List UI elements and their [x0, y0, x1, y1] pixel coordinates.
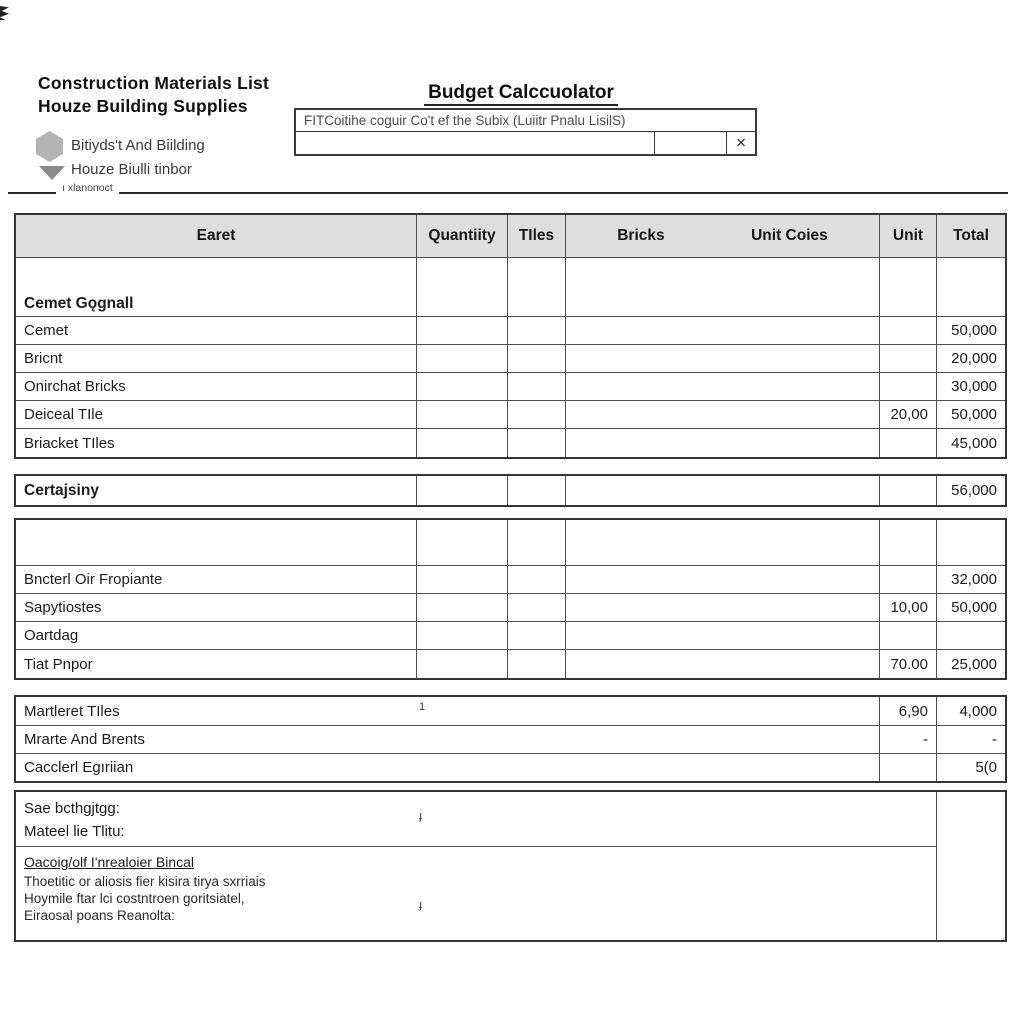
cell-quantity: [417, 566, 508, 593]
cell-mid: [566, 622, 880, 649]
subtotal-total: 56,000: [951, 482, 997, 499]
table-row: [16, 566, 1005, 594]
quantity-mark: 1: [419, 701, 426, 713]
table-row: [16, 726, 1005, 754]
cell-total: 20,000: [951, 350, 997, 367]
cell-total: 25,000: [951, 655, 997, 673]
cell-mid: [566, 566, 880, 593]
empty-cell: [937, 258, 1005, 316]
cell-total: 4,000: [959, 702, 997, 720]
cell-total: [937, 520, 1005, 565]
header-total: Total: [937, 215, 1005, 257]
cell-unit: [880, 317, 937, 344]
cell-item: Cemet: [16, 317, 417, 344]
cell-mid: [566, 373, 880, 400]
cell-unit: [880, 429, 937, 457]
note-mark: ɟ: [419, 810, 423, 822]
table-row: [16, 401, 1005, 429]
cell-mid: [566, 650, 880, 678]
cell-total: 32,000: [951, 571, 997, 588]
empty-cell: [417, 258, 508, 316]
notes-left-column: [16, 792, 937, 940]
cell-quantity: [417, 373, 508, 400]
cell-quantity: [417, 650, 508, 678]
header-unit: Unit: [880, 215, 937, 257]
cell-quantity: [417, 345, 508, 372]
cell-total: 5(0: [975, 759, 997, 776]
materials-table-2: [14, 518, 1007, 680]
empty-cell: [566, 258, 880, 316]
cell-item: Onirchat Bricks: [16, 373, 417, 400]
table-row: [16, 697, 1005, 726]
hexagon-logo-icon: [36, 131, 63, 162]
close-icon[interactable]: ×: [726, 132, 755, 154]
table-row: [16, 520, 1005, 566]
cell-item: Briacket TIles: [16, 429, 417, 457]
cell-total: 30,000: [951, 378, 997, 395]
cell-total: 45,000: [951, 434, 997, 452]
empty-cell: [508, 258, 566, 316]
note-mark: ɟ: [419, 899, 423, 911]
document-title-line2: Houze Building Supplies: [38, 96, 248, 116]
header-item: Earet: [16, 215, 417, 257]
cell-unit: [880, 345, 937, 372]
budget-secondary-cell[interactable]: [654, 132, 726, 154]
cell-tiles: [508, 650, 566, 678]
cell-quantity: [417, 476, 508, 505]
cell-unit: [880, 622, 937, 649]
cell-unit: -: [880, 726, 937, 753]
cell-quantity: [417, 594, 508, 621]
cell-unit: [880, 373, 937, 400]
cell-item: Bncterl Oir Fropiante: [16, 566, 417, 593]
cell-unit: [880, 520, 937, 565]
budget-input-row: [296, 132, 755, 154]
cell-tiles: [508, 345, 566, 372]
cell-quantity: [417, 622, 508, 649]
notes-link[interactable]: Oacoig/olf I'nrealoier Bincal: [24, 854, 194, 870]
cell-total: -: [992, 731, 997, 748]
note-line: Sae bcthgjtgg:: [24, 800, 120, 817]
table-header-row: [16, 215, 1005, 258]
cell-tiles: [508, 476, 566, 505]
cell-item: Tiat Pnpor: [16, 650, 417, 678]
cell-mid: [566, 520, 880, 565]
table-row: [16, 650, 1005, 678]
note-line: Mateel lie Tlitu:: [24, 823, 125, 840]
header-bricks: Bricks: [617, 227, 665, 244]
group-label: Cemet Gǫgnall: [16, 258, 417, 316]
budget-field-label: FITCoitihe coguir Co't ef the Subix (Luiitr Pnalu LisilS): [296, 110, 755, 132]
materials-table-3: [14, 695, 1007, 783]
cell-tiles: [508, 622, 566, 649]
materials-table: [14, 213, 1007, 459]
cell-mid: [566, 476, 880, 505]
cell-mid: [566, 429, 880, 457]
table-row: [16, 317, 1005, 345]
table-row: [16, 594, 1005, 622]
note-line: Hoymile ftar lci costntroen goritsiatel,: [24, 891, 245, 906]
down-arrow-icon: [39, 166, 65, 180]
header-tiles: TIles: [508, 215, 566, 257]
cell-unit: [880, 476, 937, 505]
cell-item: Cacclerl Egıriian: [16, 754, 880, 781]
cell-item: [16, 697, 880, 725]
cell-tiles: [508, 373, 566, 400]
cell-total: [937, 622, 1005, 649]
document-title: [38, 72, 269, 118]
logo-label-2: Houze Biulli tinbor: [71, 161, 192, 178]
item-text: Martleret TIles: [24, 702, 120, 720]
cell-unit: 70.00: [880, 650, 937, 678]
cell-mid: [566, 317, 880, 344]
document-title-line1: Construction Materials List: [38, 73, 269, 93]
cell-unit: [880, 566, 937, 593]
cell-tiles: [508, 566, 566, 593]
header-divider: [8, 192, 1008, 194]
cell-mid: [566, 345, 880, 372]
cell-tiles: [508, 594, 566, 621]
cell-tiles: [508, 317, 566, 344]
cell-tiles: [508, 401, 566, 428]
cell-unit: [880, 754, 937, 781]
cell-tiles: [508, 520, 566, 565]
cell-unit: 6,90: [880, 697, 937, 725]
budget-input[interactable]: [296, 132, 654, 154]
cell-quantity: [417, 429, 508, 457]
notes-row-1: [16, 792, 936, 847]
header-quantity: Quantiity: [417, 215, 508, 257]
cell-item: Mrarte And Brents: [16, 726, 880, 753]
logo-footnote: ı xlanonoct: [56, 182, 119, 194]
table-row: [16, 373, 1005, 401]
budget-calculator-title: Budget Calccuolator: [360, 82, 682, 104]
cell-tiles: [508, 429, 566, 457]
subtotal-table: [14, 474, 1007, 507]
subtotal-row: [16, 476, 1005, 505]
logo-label-1: Bitiyds't And Biilding: [71, 137, 205, 154]
notes-table: [14, 790, 1007, 942]
cell-unit: 20,00: [880, 401, 937, 428]
note-line: Thoetitic or aliosis fier kisira tirya sxrriais: [24, 874, 266, 889]
header-unit-cies: Unit Coies: [751, 227, 828, 244]
subtotal-label: Certajsiny: [16, 476, 417, 505]
cell-item: Oartdag: [16, 622, 417, 649]
header-bricks-unitcies: [566, 215, 880, 257]
cell-mid: [566, 401, 880, 428]
cell-mid: [566, 594, 880, 621]
edge-artifact-mark: [0, 6, 9, 20]
cell-unit: 10,00: [880, 594, 937, 621]
cell-item: Sapytiostes: [16, 594, 417, 621]
note-line: Eiraosal poans Reanolta:: [24, 908, 175, 923]
notes-row-2: [16, 847, 936, 940]
cell-total: 50,000: [951, 599, 997, 616]
cell-total: 50,000: [951, 322, 997, 339]
cell-item: Bricnt: [16, 345, 417, 372]
table-row: [16, 754, 1005, 781]
budget-calculator-box: [294, 108, 757, 156]
table-row: [16, 345, 1005, 373]
cell-quantity: [417, 317, 508, 344]
table-row: [16, 622, 1005, 650]
group-row: [16, 258, 1005, 317]
cell-quantity: [417, 520, 508, 565]
cell-item: [16, 520, 417, 565]
notes-right-cell: [937, 792, 1005, 940]
cell-total: 50,000: [951, 406, 997, 423]
cell-item: Deiceal TIle: [16, 401, 417, 428]
table-row: [16, 429, 1005, 457]
cell-quantity: [417, 401, 508, 428]
empty-cell: [880, 258, 937, 316]
